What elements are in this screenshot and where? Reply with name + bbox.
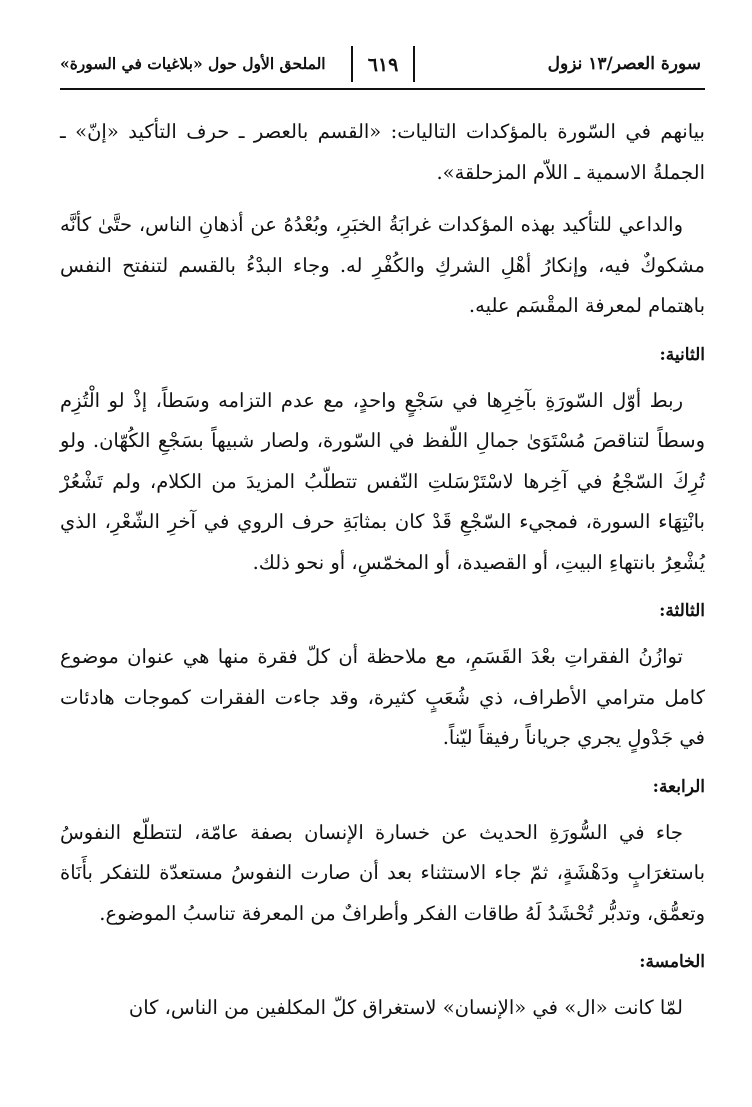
paragraph-1: بيانهم في السّورة بالمؤكدات التاليات: «القسم بالعصر ـ حرف التأكيد «إنّ» ـ الجملةُ الاسمية ـ اللاّم المزحلقة». <box>60 120 705 184</box>
section-heading-fourth: الرابعة: <box>652 776 705 797</box>
paragraph-4: توازُنُ الفقراتِ بعْدَ القَسَمِ، مع ملاحظة أن كلّ فقرة منها هي عنوان موضوع كامل مترامي الأطراف، ذي شُعَبٍ كثيرة، وقد جاءت الفقرات كموجات هادئات في جَدْولٍ يجري جرياناً رفيقاً ليّناً. <box>60 645 705 749</box>
paragraph-2: والداعي للتأكيد بهذه المؤكدات غرابَةُ الخبَرِ، وبُعْدُهُ عن أذهانِ الناس، حتَّىٰ كأنَّه مشكوكٌ فيه، وإنكارُ أهْلِ الشركِ والكُفْرِ له. وجاء البدْءُ بالقسم لتنفتح النفس باهتمام لمعرفة المقْسَم عليه. <box>60 213 705 317</box>
appendix-title: الملحق الأول حول «بلاغيات في السورة» <box>60 54 326 73</box>
section-heading-third: الثالثة: <box>659 601 705 621</box>
page-body <box>60 112 705 1041</box>
running-title: سورة العصر/١٣ نزول <box>547 54 701 74</box>
paragraph-6: لمّا كانت «ال» في «الإنسان» لاستغراق كلّ المكلفين من الناس، كان <box>128 996 683 1019</box>
page-number: ٦١٩ <box>351 46 415 82</box>
page-header <box>60 46 705 86</box>
paragraph-5: جاء في السُّورَةِ الحديث عن خسارة الإنسان بصفة عامّة، لتتطلّع النفوسُ باستغرَابٍ ودَهْشَةٍ، ثمّ جاء الاستثناء بعد أن صارت النفوسُ مستعدّة للتفكر بأَنَاة وتعمُّق، وتدبُّر تُحْشَدُ لَهُ طاقات الفكر وأطرافٌ من المعرفة تناسبُ الموضوع. <box>60 820 705 925</box>
paragraph-3: ربط أوّل السّورَةِ بآخِرِها في سَجْعٍ واحدٍ، مع عدم التزامه وسَطاً، إذْ لو الْتُزِم وسطاً لتناقصَ مُسْتَوَىٰ جمالِ اللّفظ في السّورة، ولصار شبيهاً بسَجْعِ الكُهّان. ولو تُرِكَ السّجْعُ في آخِرها لاسْتَرْسَلتِ النّفس تتطلّبُ المزيدَ من الكلام، ولم تَشْعُرْ بانْتِهَاء السورة، فمجيء السّجْعِ قَدْ كان بمثابَةِ حرف الروي في آخرِ الشّعْرِ، الذي يُشْعِرُ بانتهاءِ البيتِ، أو القصيدة، أو المخمّسِ، أو نحو ذلك. <box>60 388 705 574</box>
header-rule <box>60 88 705 90</box>
section-heading-fifth: الخامسة: <box>639 952 705 972</box>
section-heading-second: الثانية: <box>659 344 705 365</box>
